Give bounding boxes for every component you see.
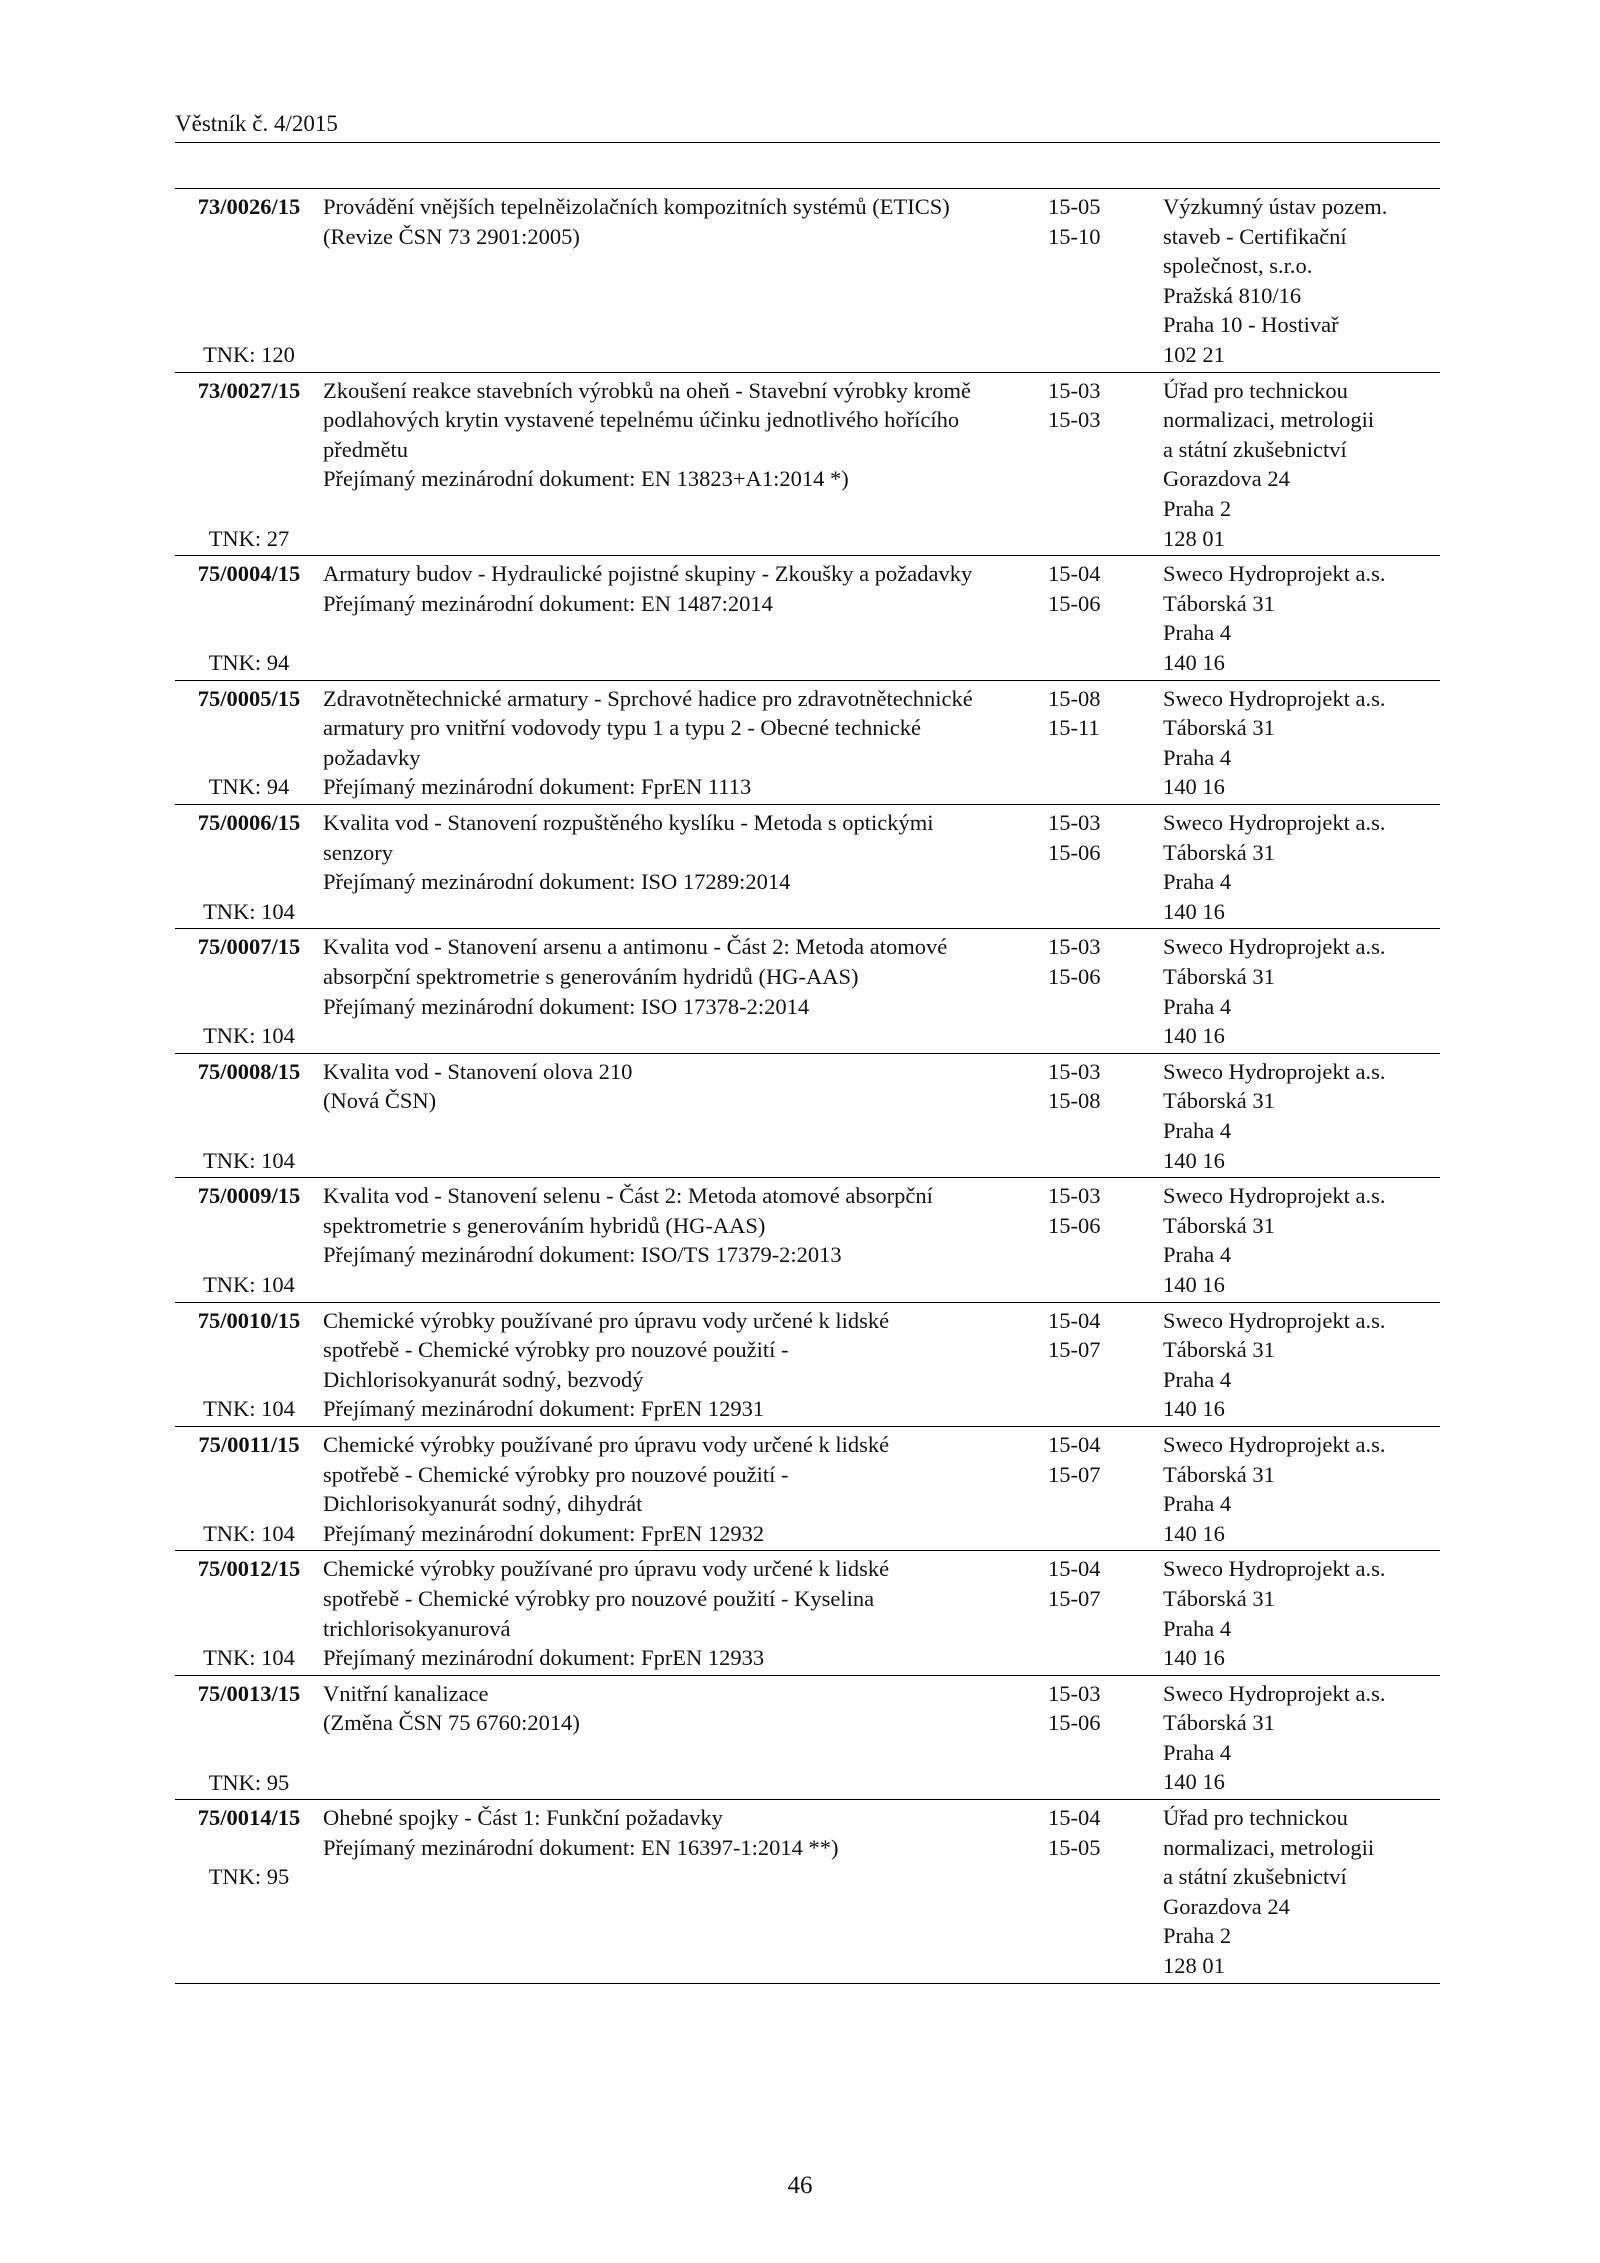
page-header [175, 110, 1440, 143]
standards-table [175, 188, 1440, 1984]
title-line: spotřebě - Chemické výrobky pro nouzové použití - [323, 1461, 789, 1487]
entry-code-cell [175, 1800, 323, 1984]
date-value: 15-03 [1048, 809, 1101, 835]
table-row [175, 372, 1440, 556]
entry-title-cell [323, 1426, 1048, 1550]
title-line: spotřebě - Chemické výrobky pro nouzové použití - [323, 1337, 789, 1363]
organization-line: Sweco Hydroprojekt a.s. [1163, 1680, 1386, 1706]
table-row [175, 1178, 1440, 1302]
date-value: 15-04 [1048, 1307, 1101, 1333]
entry-code-cell [175, 189, 323, 373]
title-line: Ohebné spojky - Část 1: Funkční požadavky [323, 1805, 723, 1831]
title-line: Přejímaný mezinárodní dokument: FprEN 12933 [323, 1645, 765, 1671]
entry-dates-cell [1048, 1551, 1163, 1675]
title-line: Přejímaný mezinárodní dokument: ISO 17289:2014 [323, 869, 791, 895]
organization-line: a státní zkušebnictví [1163, 436, 1347, 462]
entry-title-cell [323, 1675, 1048, 1799]
organization-line: a státní zkušebnictví [1163, 1864, 1347, 1890]
date-value: 15-08 [1048, 1088, 1101, 1114]
date-value: 15-07 [1048, 1585, 1101, 1611]
entry-title-cell [323, 804, 1048, 928]
entry-title-cell [323, 1800, 1048, 1984]
entry-dates-cell [1048, 372, 1163, 556]
date-value: 15-05 [1048, 194, 1101, 219]
entry-code-cell [175, 929, 323, 1053]
organization-line: 140 16 [1163, 774, 1225, 800]
organization-line: Táborská 31 [1163, 1461, 1275, 1487]
entry-organization-cell [1163, 189, 1440, 373]
entry-title-cell [323, 1551, 1048, 1675]
standard-number: 75/0010/15 [197, 1307, 301, 1333]
standard-number: 73/0026/15 [197, 194, 301, 219]
organization-line: Praha 4 [1163, 1366, 1232, 1392]
table-row [175, 1426, 1440, 1550]
title-line: podlahových krytin vystavené tepelnému účinku jednotlivého hořícího [323, 407, 960, 433]
organization-line: 128 01 [1163, 525, 1225, 551]
date-value: 15-06 [1048, 1212, 1101, 1238]
tnk-label: TNK: 104 [203, 1271, 295, 1297]
date-value: 15-03 [1048, 934, 1101, 960]
tnk-label: TNK: 104 [203, 1396, 295, 1422]
tnk-label: TNK: 104 [203, 1147, 295, 1173]
entry-organization-cell [1163, 929, 1440, 1053]
entry-title-cell [323, 1178, 1048, 1302]
title-line: požadavky [323, 744, 421, 770]
date-value: 15-03 [1048, 377, 1101, 403]
organization-line: Táborská 31 [1163, 1585, 1275, 1611]
date-value: 15-03 [1048, 1680, 1101, 1706]
organization-line: 140 16 [1163, 898, 1225, 924]
title-line: absorpční spektrometrie s generováním hydridů (HG-AAS) [323, 963, 859, 989]
entry-dates-cell [1048, 804, 1163, 928]
entry-organization-cell [1163, 804, 1440, 928]
entry-organization-cell [1163, 1675, 1440, 1799]
entry-dates-cell [1048, 1675, 1163, 1799]
date-value: 15-10 [1048, 223, 1101, 249]
entry-title-cell [323, 189, 1048, 373]
organization-line: Praha 4 [1163, 1739, 1232, 1765]
title-line: (Revize ČSN 73 2901:2005) [323, 223, 580, 249]
entry-organization-cell [1163, 372, 1440, 556]
organization-line: Sweco Hydroprojekt a.s. [1163, 1058, 1386, 1084]
organization-line: Táborská 31 [1163, 590, 1275, 616]
entry-dates-cell [1048, 680, 1163, 804]
title-line: Chemické výrobky používané pro úpravu vody určené k lidské [323, 1307, 890, 1333]
title-line: Přejímaný mezinárodní dokument: EN 13823+A1:2014 *) [323, 466, 849, 492]
organization-line: normalizaci, metrologii [1163, 1834, 1375, 1860]
organization-line: Táborská 31 [1163, 963, 1275, 989]
organization-line: Sweco Hydroprojekt a.s. [1163, 1183, 1386, 1209]
organization-line: Sweco Hydroprojekt a.s. [1163, 1307, 1386, 1333]
entry-code-cell [175, 1675, 323, 1799]
entry-organization-cell [1163, 1551, 1440, 1675]
entry-dates-cell [1048, 1426, 1163, 1550]
title-line: Kvalita vod - Stanovení selenu - Část 2: Metoda atomové absorpční [323, 1183, 933, 1209]
tnk-label: TNK: 27 [208, 525, 290, 551]
organization-line: Sweco Hydroprojekt a.s. [1163, 685, 1386, 711]
title-line: trichlorisokyanurová [323, 1615, 511, 1641]
organization-line: normalizaci, metrologii [1163, 407, 1375, 433]
date-value: 15-07 [1048, 1337, 1101, 1363]
entry-dates-cell [1048, 1800, 1163, 1984]
entry-code-cell [175, 1053, 323, 1177]
organization-line: Praha 4 [1163, 1117, 1232, 1143]
title-line: (Změna ČSN 75 6760:2014) [323, 1710, 580, 1736]
entry-code-cell [175, 1178, 323, 1302]
tnk-label: TNK: 94 [208, 774, 290, 800]
table-row [175, 1800, 1440, 1984]
organization-line: 140 16 [1163, 1396, 1225, 1422]
date-value: 15-06 [1048, 1710, 1101, 1736]
organization-line: 140 16 [1163, 1520, 1225, 1546]
title-line: Přejímaný mezinárodní dokument: ISO/TS 17379-2:2013 [323, 1242, 842, 1268]
title-line: Kvalita vod - Stanovení rozpuštěného kyslíku - Metoda s optickými [323, 809, 934, 835]
table-row [175, 680, 1440, 804]
title-line: Zdravotnětechnické armatury - Sprchové hadice pro zdravotnětechnické [323, 685, 973, 711]
entry-code-cell [175, 680, 323, 804]
entry-title-cell [323, 556, 1048, 680]
journal-title: Věstník č. 4/2015 [175, 111, 338, 136]
organization-line: 140 16 [1163, 1645, 1225, 1671]
title-line: Přejímaný mezinárodní dokument: FprEN 12932 [323, 1520, 765, 1546]
entry-code-cell [175, 1551, 323, 1675]
organization-line: Táborská 31 [1163, 1088, 1275, 1114]
title-line: Přejímaný mezinárodní dokument: FprEN 1113 [323, 774, 752, 800]
organization-line: staveb - Certifikační [1163, 223, 1347, 249]
entry-dates-cell [1048, 189, 1163, 373]
date-value: 15-03 [1048, 407, 1101, 433]
organization-line: 140 16 [1163, 1023, 1225, 1049]
tnk-label: TNK: 104 [203, 1645, 295, 1671]
standard-number: 75/0013/15 [197, 1680, 301, 1706]
date-value: 15-07 [1048, 1461, 1101, 1487]
standard-number: 73/0027/15 [197, 377, 301, 403]
date-value: 15-04 [1048, 1431, 1101, 1457]
organization-line: Praha 4 [1163, 869, 1232, 895]
entry-title-cell [323, 1053, 1048, 1177]
date-value: 15-03 [1048, 1058, 1101, 1084]
page-number: 46 [787, 2172, 813, 2199]
title-line: spektrometrie s generováním hybridů (HG-AAS) [323, 1212, 766, 1238]
entry-organization-cell [1163, 1053, 1440, 1177]
table-row [175, 556, 1440, 680]
table-row [175, 1675, 1440, 1799]
organization-line: Praha 4 [1163, 993, 1232, 1019]
title-line: Zkoušení reakce stavebních výrobků na oheň - Stavební výrobky kromě [323, 377, 971, 403]
standard-number: 75/0012/15 [197, 1556, 301, 1582]
organization-line: Sweco Hydroprojekt a.s. [1163, 1556, 1386, 1582]
date-value: 15-06 [1048, 590, 1101, 616]
date-value: 15-08 [1048, 685, 1101, 711]
organization-line: Sweco Hydroprojekt a.s. [1163, 561, 1386, 587]
organization-line: Sweco Hydroprojekt a.s. [1163, 1431, 1386, 1457]
tnk-label: TNK: 95 [208, 1769, 290, 1795]
entry-code-cell [175, 1426, 323, 1550]
title-line: senzory [323, 839, 393, 865]
title-line: Chemické výrobky používané pro úpravu vody určené k lidské [323, 1556, 890, 1582]
organization-line: Praha 4 [1163, 744, 1232, 770]
date-value: 15-05 [1048, 1834, 1101, 1860]
organization-line: Sweco Hydroprojekt a.s. [1163, 934, 1386, 960]
organization-line: Gorazdova 24 [1163, 1893, 1290, 1919]
organization-line: Gorazdova 24 [1163, 466, 1290, 492]
tnk-label: TNK: 104 [203, 1520, 295, 1546]
organization-line: 140 16 [1163, 1769, 1225, 1795]
table-row [175, 189, 1440, 373]
title-line: Přejímaný mezinárodní dokument: EN 16397-1:2014 **) [323, 1834, 839, 1860]
entry-organization-cell [1163, 1302, 1440, 1426]
organization-line: Úřad pro technickou [1163, 1805, 1348, 1831]
date-value: 15-04 [1048, 1556, 1101, 1582]
entry-title-cell [323, 680, 1048, 804]
organization-line: Praha 4 [1163, 1242, 1232, 1268]
standard-number: 75/0006/15 [197, 809, 301, 835]
entry-dates-cell [1048, 1302, 1163, 1426]
table-row [175, 804, 1440, 928]
entry-dates-cell [1048, 1178, 1163, 1302]
organization-line: Táborská 31 [1163, 715, 1275, 741]
entry-code-cell [175, 804, 323, 928]
entry-organization-cell [1163, 1426, 1440, 1550]
standard-number: 75/0005/15 [197, 685, 301, 711]
tnk-label: TNK: 120 [203, 342, 295, 367]
organization-line: 140 16 [1163, 1147, 1225, 1173]
title-line: Přejímaný mezinárodní dokument: ISO 17378-2:2014 [323, 993, 810, 1019]
organization-line: Úřad pro technickou [1163, 377, 1348, 403]
organization-line: Sweco Hydroprojekt a.s. [1163, 809, 1386, 835]
date-value: 15-06 [1048, 839, 1101, 865]
title-line: Přejímaný mezinárodní dokument: EN 1487:2014 [323, 590, 773, 616]
organization-line: Táborská 31 [1163, 1212, 1275, 1238]
title-line: spotřebě - Chemické výrobky pro nouzové použití - Kyselina [323, 1585, 875, 1611]
tnk-label: TNK: 94 [208, 649, 290, 675]
date-value: 15-04 [1048, 1805, 1101, 1831]
organization-line: 140 16 [1163, 649, 1225, 675]
title-line: Armatury budov - Hydraulické pojistné skupiny - Zkoušky a požadavky [323, 561, 973, 587]
date-value: 15-03 [1048, 1183, 1101, 1209]
organization-line: Pražská 810/16 [1163, 282, 1302, 308]
entry-title-cell [323, 929, 1048, 1053]
table-row [175, 1551, 1440, 1675]
entry-title-cell [323, 1302, 1048, 1426]
entry-organization-cell [1163, 1800, 1440, 1984]
date-value: 15-06 [1048, 963, 1101, 989]
organization-line: Praha 4 [1163, 1615, 1232, 1641]
standard-number: 75/0014/15 [197, 1805, 301, 1831]
entry-code-cell [175, 372, 323, 556]
entry-dates-cell [1048, 929, 1163, 1053]
entry-dates-cell [1048, 1053, 1163, 1177]
organization-line: 140 16 [1163, 1271, 1225, 1297]
organization-line: Praha 2 [1163, 1923, 1232, 1949]
title-line: Dichlorisokyanurát sodný, bezvodý [323, 1366, 644, 1392]
title-line: (Nová ČSN) [323, 1088, 437, 1114]
organization-line: Výzkumný ústav pozem. [1163, 194, 1388, 219]
organization-line: Táborská 31 [1163, 1710, 1275, 1736]
organization-line: 128 01 [1163, 1953, 1225, 1979]
title-line: Kvalita vod - Stanovení olova 210 [323, 1058, 633, 1084]
table-row [175, 1053, 1440, 1177]
organization-line: Táborská 31 [1163, 839, 1275, 865]
date-value: 15-04 [1048, 561, 1101, 587]
title-line: Dichlorisokyanurát sodný, dihydrát [323, 1491, 643, 1517]
title-line: Přejímaný mezinárodní dokument: FprEN 12931 [323, 1396, 765, 1422]
title-line: předmětu [323, 436, 408, 462]
standards-table-body [175, 189, 1440, 1984]
entry-organization-cell [1163, 680, 1440, 804]
organization-line: Praha 2 [1163, 495, 1232, 521]
organization-line: Praha 4 [1163, 1491, 1232, 1517]
entry-dates-cell [1048, 556, 1163, 680]
standard-number: 75/0007/15 [197, 934, 301, 960]
entry-organization-cell [1163, 1178, 1440, 1302]
standard-number: 75/0004/15 [197, 561, 301, 587]
standard-number: 75/0008/15 [197, 1058, 301, 1084]
table-row [175, 1302, 1440, 1426]
entry-title-cell [323, 372, 1048, 556]
organization-line: Táborská 31 [1163, 1337, 1275, 1363]
tnk-label: TNK: 104 [203, 898, 295, 924]
organization-line: Praha 4 [1163, 620, 1232, 646]
title-line: Kvalita vod - Stanovení arsenu a antimonu - Část 2: Metoda atomové [323, 934, 948, 960]
entry-organization-cell [1163, 556, 1440, 680]
date-value: 15-11 [1048, 715, 1100, 741]
title-line: armatury pro vnitřní vodovody typu 1 a typu 2 - Obecné technické [323, 715, 921, 741]
organization-line: společnost, s.r.o. [1163, 253, 1313, 279]
title-line: Vnitřní kanalizace [323, 1680, 489, 1706]
organization-line: Praha 10 - Hostivař [1163, 312, 1339, 338]
table-row [175, 929, 1440, 1053]
organization-line: 102 21 [1163, 341, 1225, 367]
entry-code-cell [175, 556, 323, 680]
tnk-label: TNK: 95 [208, 1864, 290, 1890]
tnk-label: TNK: 104 [203, 1023, 295, 1049]
title-line: Chemické výrobky používané pro úpravu vody určené k lidské [323, 1431, 890, 1457]
standard-number: 75/0011/15 [198, 1431, 300, 1457]
title-line: Provádění vnějších tepelněizolačních kompozitních systémů (ETICS) [323, 194, 950, 219]
standard-number: 75/0009/15 [197, 1183, 301, 1209]
entry-code-cell [175, 1302, 323, 1426]
